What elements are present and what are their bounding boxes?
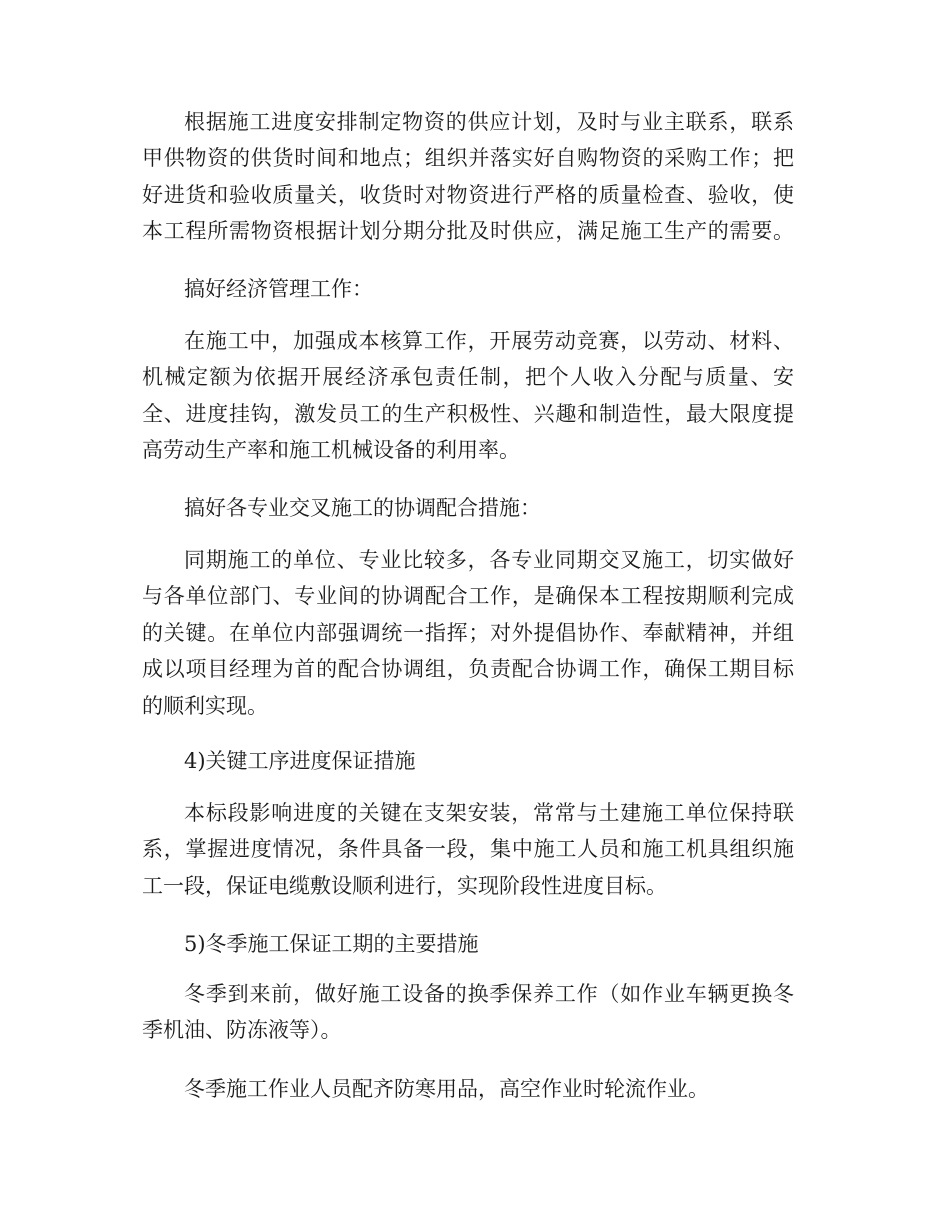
text-line: 工一段，保证电缆敷设顺利进行，实现阶段性进度目标。 [142, 873, 667, 898]
heading-economic-management [142, 271, 794, 307]
heading-key-process [142, 743, 794, 779]
heading-coordination-measures [142, 490, 794, 526]
text-line: 高劳动生产率和施工机械设备的利用率。 [142, 438, 520, 463]
text-line: 甲供物资的供货时间和地点；组织并落实好自购物资的采购工作；把 [142, 146, 794, 171]
text-line: 成以项目经理为首的配合协调组，负责配合协调工作，确保工期目标 [142, 657, 794, 682]
text-line: 的关键。在单位内部强调统一指挥；对外提倡协作、奉献精神，并组 [142, 620, 794, 645]
text-line: 同期施工的单位、专业比较多，各专业同期交叉施工，切实做好 [184, 548, 794, 572]
text-line: 本标段影响进度的关键在支架安装，常常与土建施工单位保持联 [184, 801, 794, 825]
text-line: 季机油、防冻液等）。 [142, 1018, 342, 1043]
text-line: 全、进度挂钩，激发员工的生产积极性、兴趣和制造性，最大限度提 [142, 401, 794, 426]
paragraph-winter-maintenance [142, 976, 794, 1049]
text-line: 4)关键工序进度保证措施 [184, 749, 416, 773]
text-line: 冬季到来前，做好施工设备的换季保养工作（如作业车辆更换冬 [184, 982, 794, 1006]
text-line: 5)冬季施工保证工期的主要措施 [184, 932, 479, 956]
text-line: 在施工中，加强成本核算工作，开展劳动竞赛，以劳动、材料、 [184, 329, 794, 353]
text-line: 好进货和验收质量关，收货时对物资进行严格的质量检查、验收，使 [142, 182, 794, 207]
text-line: 与各单位部门、专业间的协调配合工作，是确保本工程按期顺利完成 [142, 584, 794, 609]
paragraph-coordination [142, 542, 794, 724]
text-line: 搞好各专业交叉施工的协调配合措施： [184, 496, 541, 520]
text-line: 冬季施工作业人员配齐防寒用品，高空作业时轮流作业。 [184, 1077, 709, 1101]
text-line: 搞好经济管理工作： [184, 277, 373, 301]
paragraph-key-process [142, 795, 794, 904]
paragraph-winter-personnel [142, 1071, 794, 1107]
text-line: 机械定额为依据开展经济承包责任制，把个人收入分配与质量、安 [142, 365, 794, 390]
heading-winter-construction [142, 926, 794, 962]
text-line: 的顺利实现。 [142, 693, 268, 718]
text-line: 系，掌握进度情况，条件具备一段，集中施工人员和施工机具组织施 [142, 837, 794, 862]
text-line: 根据施工进度安排制定物资的供应计划，及时与业主联系，联系 [184, 110, 794, 134]
paragraph-material-supply [142, 104, 794, 250]
text-line: 本工程所需物资根据计划分期分批及时供应，满足施工生产的需要。 [142, 219, 794, 244]
paragraph-cost-accounting [142, 323, 794, 469]
